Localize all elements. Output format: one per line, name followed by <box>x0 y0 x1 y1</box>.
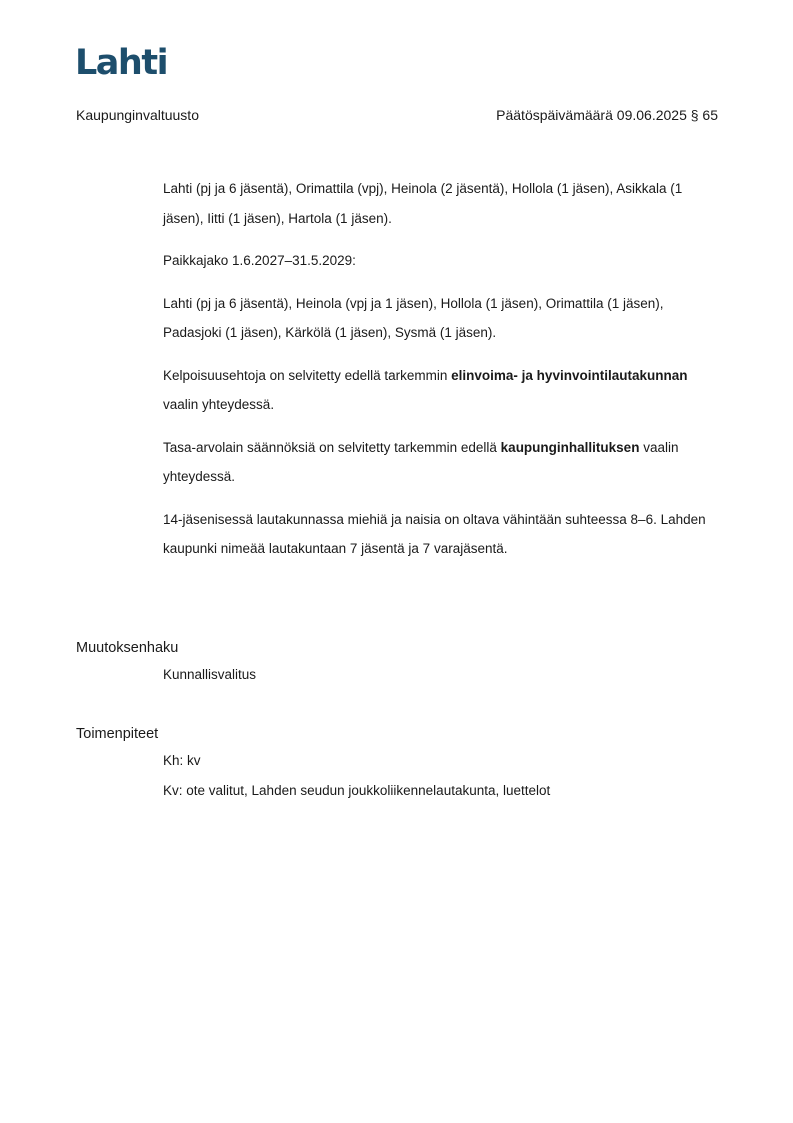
paragraph: Paikkajako 1.6.2027–31.5.2029: <box>163 253 356 268</box>
appeal-heading: Muutoksenhaku <box>76 640 179 656</box>
decision-body: Kaupunginvaltuusto <box>76 107 199 123</box>
paragraph: Kelpoisuusehtoja on selvitetty edellä tarkemmin elinvoima- ja hyvinvointilautakunnan vaalin yhteydessä. <box>163 367 688 412</box>
decision-date: 09.06.2025 <box>616 107 687 123</box>
lahti-logo: Lahti <box>75 43 168 83</box>
actions-heading: Toimenpiteet <box>76 726 159 742</box>
appeal-text: Kunnallisvalitus <box>163 667 257 682</box>
paragraph: Lahti (pj ja 6 jäsentä), Orimattila (vpj), Heinola (2 jäsentä), Hollola (1 jäsen), Asikkala (1 jäsen), Iitti (1 jäsen), Hartola (1 jäsen). <box>163 181 683 226</box>
action-item: Kh: kv <box>163 753 201 768</box>
action-item: Kv: ote valitut, Lahden seudun joukkoliikennelautakunta, luettelot <box>163 783 551 798</box>
decision-date-label: Päätöspäivämäärä <box>496 107 613 123</box>
paragraph: Lahti (pj ja 6 jäsentä), Heinola (vpj ja 1 jäsen), Hollola (1 jäsen), Orimattila (1 jäsen), Padasjoki (1 jäsen), Kärkölä (1 jäsen), Sysmä (1 jäsen). <box>163 295 664 340</box>
section-number: § 65 <box>690 107 718 123</box>
decision-meta <box>496 107 718 123</box>
paragraph: 14-jäsenisessä lautakunnassa miehiä ja naisia on oltava vähintään suhteessa 8–6. Lahden kaupunki nimeää lautakuntaan 7 jäsentä ja 7 varajäsentä. <box>163 511 706 556</box>
paragraph: Tasa-arvolain säännöksiä on selvitetty tarkemmin edellä kaupunginhallituksen vaalin yhteydessä. <box>163 439 679 484</box>
document-body <box>163 174 723 577</box>
